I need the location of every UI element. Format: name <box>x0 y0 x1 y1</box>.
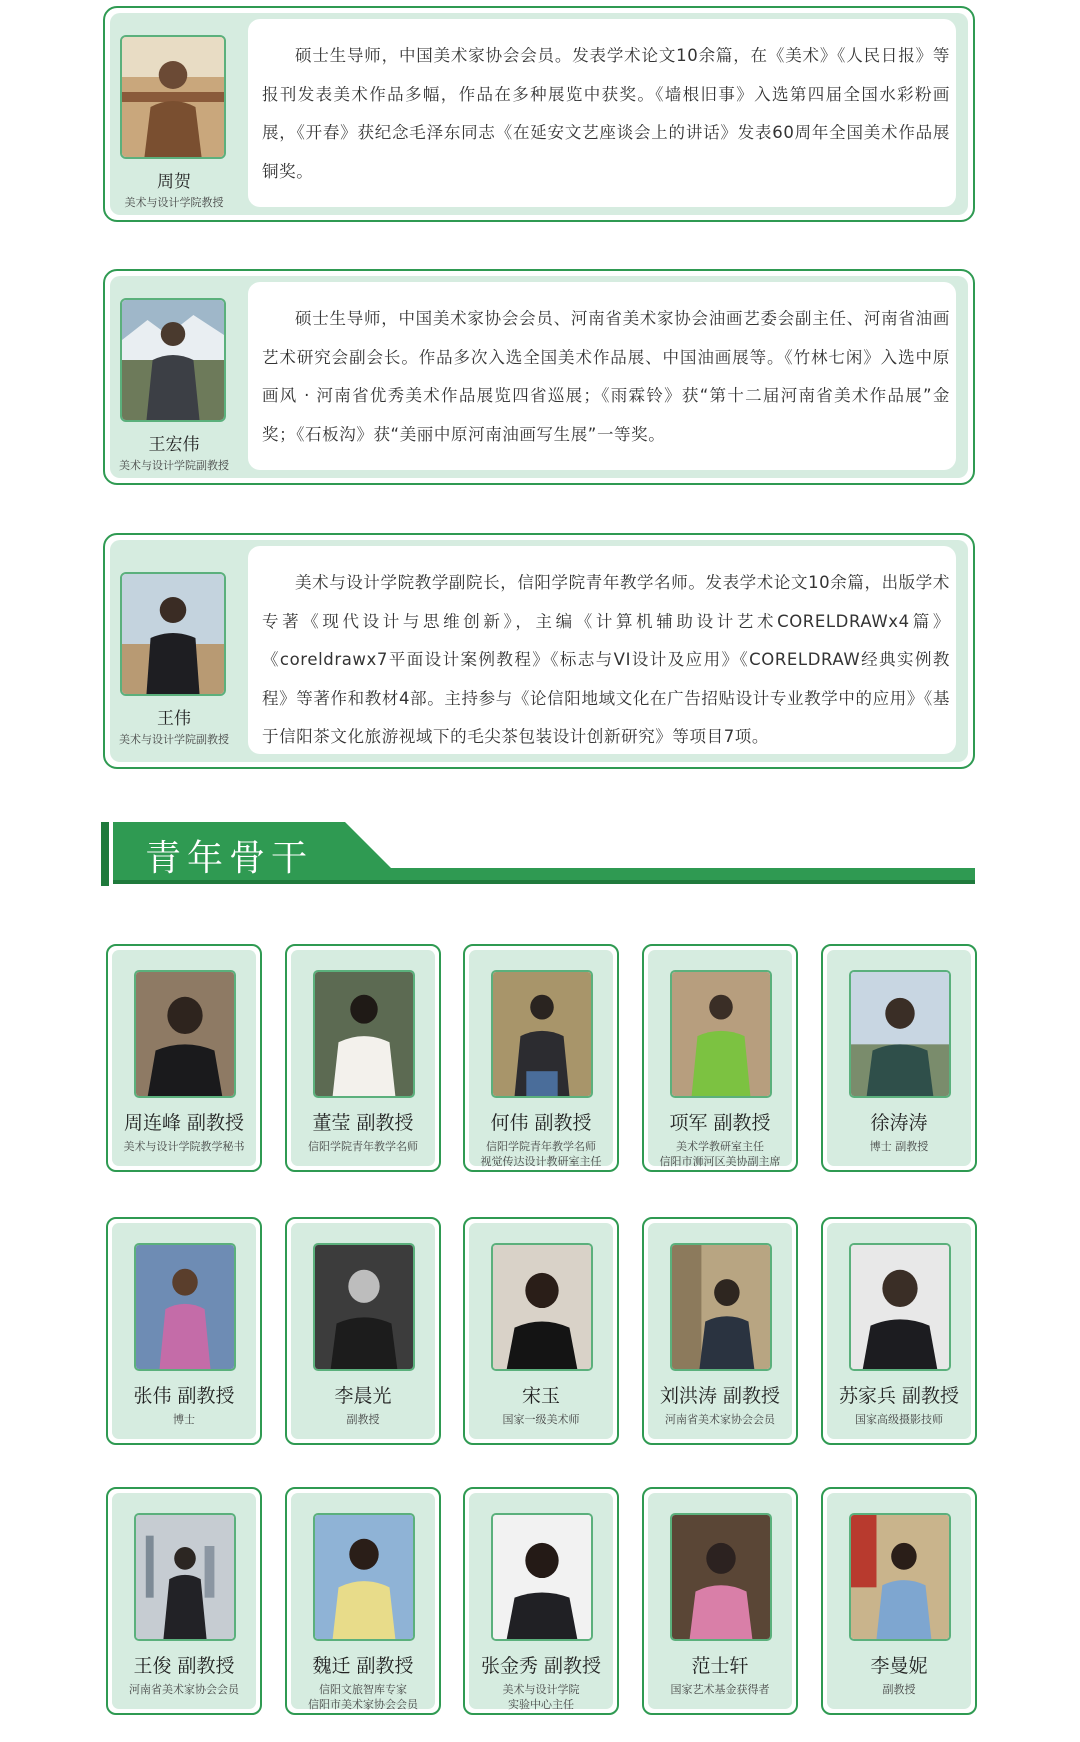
member-card-panel <box>827 1223 971 1439</box>
member-card <box>821 944 977 1172</box>
member-name: 张伟 副教授 <box>133 1385 235 1407</box>
person-photo-icon <box>849 1243 951 1371</box>
profile-bio-box <box>248 546 956 754</box>
member-card <box>106 1487 262 1715</box>
person-photo-icon <box>491 1513 593 1641</box>
member-card <box>285 1487 441 1715</box>
member-name: 刘洪涛 副教授 <box>659 1385 781 1407</box>
member-desc <box>469 1139 613 1169</box>
profile-title: 美术与设计学院教授 <box>124 196 224 209</box>
person-photo-icon <box>120 35 226 159</box>
member-desc-line: 信阳文旅智库专家 <box>319 1683 407 1696</box>
member-desc <box>469 1682 613 1712</box>
profile-title: 美术与设计学院副教授 <box>119 459 229 472</box>
member-card <box>642 944 798 1172</box>
member-card-panel <box>648 1223 792 1439</box>
person-photo-icon <box>670 1243 772 1371</box>
member-card <box>285 1217 441 1445</box>
member-card-panel <box>112 1223 256 1439</box>
member-card <box>106 944 262 1172</box>
member-desc-line: 博士 <box>173 1413 195 1426</box>
member-name: 李曼妮 <box>870 1655 928 1677</box>
member-name: 张金秀 副教授 <box>480 1655 602 1677</box>
member-desc <box>291 1412 435 1427</box>
member-desc <box>648 1412 792 1427</box>
person-photo-icon <box>313 1243 415 1371</box>
member-card <box>463 1217 619 1445</box>
member-desc <box>291 1682 435 1712</box>
member-card-panel <box>827 950 971 1166</box>
profile-bio-box <box>248 282 956 470</box>
member-name: 周连峰 副教授 <box>123 1112 245 1134</box>
member-desc <box>112 1682 256 1697</box>
member-desc <box>827 1139 971 1154</box>
member-name: 项军 副教授 <box>669 1112 771 1134</box>
member-desc <box>469 1412 613 1427</box>
member-desc-line: 国家一级美术师 <box>502 1413 580 1426</box>
member-desc-line: 美术与设计学院 <box>502 1683 580 1696</box>
member-card-panel <box>827 1493 971 1709</box>
member-desc <box>291 1139 435 1154</box>
person-photo-icon <box>120 572 226 696</box>
member-desc-line: 信阳市美术家协会会员 <box>308 1698 418 1711</box>
member-card <box>106 1217 262 1445</box>
person-photo-icon <box>313 1513 415 1641</box>
person-photo-icon <box>134 970 236 1098</box>
member-desc-line: 国家高级摄影技师 <box>855 1413 943 1426</box>
member-desc <box>648 1139 792 1169</box>
profile-name: 王伟 <box>157 709 191 729</box>
member-desc-line: 博士 副教授 <box>869 1140 929 1153</box>
member-desc <box>648 1682 792 1697</box>
member-desc <box>827 1682 971 1697</box>
member-desc-line: 国家艺术基金获得者 <box>670 1683 770 1696</box>
person-photo-icon <box>313 970 415 1098</box>
member-desc-line: 信阳学院青年教学名师 <box>486 1140 596 1153</box>
member-card <box>642 1217 798 1445</box>
member-name: 魏迁 副教授 <box>312 1655 414 1677</box>
profile-card-panel <box>110 276 968 478</box>
member-card-panel <box>291 1493 435 1709</box>
member-desc-line: 信阳市浉河区美协副主席 <box>659 1155 781 1168</box>
person-photo-icon <box>849 1513 951 1641</box>
member-desc-line: 实验中心主任 <box>508 1698 574 1711</box>
profile-portrait-column <box>110 276 238 478</box>
person-photo-icon <box>670 970 772 1098</box>
person-photo-icon <box>849 970 951 1098</box>
profile-bio: 硕士生导师，中国美术家协会会员、河南省美术家协会油画艺委会副主任、河南省油画艺术研究会副会长。作品多次入选全国美术作品展、中国油画展等。《竹林七闲》入选中原画风 · 河南省优秀美术作品展览四省巡展；《雨霖铃》获“第十二届河南省美术作品展”金奖；《石板沟》获“美丽中原河南油画写生展”一等奖。 <box>262 309 950 444</box>
person-photo-icon <box>491 1243 593 1371</box>
member-card <box>463 1487 619 1715</box>
person-photo-icon <box>134 1243 236 1371</box>
profile-card-panel <box>110 13 968 215</box>
member-desc-line: 视觉传达设计教研室主任 <box>480 1155 602 1168</box>
member-desc-line: 信阳学院青年教学名师 <box>308 1140 418 1153</box>
profile-bio: 硕士生导师，中国美术家协会会员。发表学术论文10余篇，在《美术》《人民日报》等报刊发表美术作品多幅，作品在多种展览中获奖。《墙根旧事》入选第四届全国水彩粉画展，《开春》获纪念毛泽东同志《在延安文艺座谈会上的讲话》发表60周年全国美术作品展铜奖。 <box>262 46 950 181</box>
member-name: 范士轩 <box>691 1655 749 1677</box>
member-card <box>821 1217 977 1445</box>
member-name: 宋玉 <box>521 1385 560 1407</box>
member-desc <box>827 1412 971 1427</box>
member-card <box>821 1487 977 1715</box>
person-photo-icon <box>491 970 593 1098</box>
member-desc <box>112 1412 256 1427</box>
member-card <box>285 944 441 1172</box>
member-desc-line: 美术与设计学院教学秘书 <box>123 1140 245 1153</box>
profile-bio: 美术与设计学院教学副院长，信阳学院青年教学名师。发表学术论文10余篇，出版学术专著《现代设计与思维创新》，主编《计算机辅助设计艺术CORELDRAWx4篇》《coreldrawx7平面设计案例教程》《标志与VI设计及应用》《CORELDRAW经典实例教程》等著作和教材4部。主持参与《论信阳地域文化在广告招贴设计专业教学中的应用》《基于信阳茶文化旅游视域下的毛尖茶包装设计创新研究》等项目7项。 <box>262 573 950 746</box>
member-name: 苏家兵 副教授 <box>838 1385 960 1407</box>
member-card-panel <box>112 950 256 1166</box>
member-name: 李晨光 <box>334 1385 392 1407</box>
member-card-panel <box>648 950 792 1166</box>
profile-name: 王宏伟 <box>148 435 200 455</box>
member-desc-line: 副教授 <box>346 1413 380 1426</box>
member-desc-line: 河南省美术家协会会员 <box>665 1413 775 1426</box>
member-card-panel <box>469 1223 613 1439</box>
profile-card-panel <box>110 540 968 762</box>
member-desc <box>112 1139 256 1154</box>
member-card-panel <box>469 950 613 1166</box>
member-name: 王俊 副教授 <box>133 1655 235 1677</box>
profile-portrait-column <box>110 540 238 762</box>
member-name: 何伟 副教授 <box>490 1112 592 1134</box>
profile-card <box>103 269 975 485</box>
member-card <box>463 944 619 1172</box>
member-card-panel <box>469 1493 613 1709</box>
person-photo-icon <box>120 298 226 422</box>
profile-portrait-column <box>110 13 238 215</box>
profile-name: 周贺 <box>157 172 191 192</box>
profile-card <box>103 6 975 222</box>
member-name: 徐涛涛 <box>870 1112 928 1134</box>
profile-title: 美术与设计学院副教授 <box>119 733 229 746</box>
member-desc-line: 副教授 <box>882 1683 916 1696</box>
profile-bio-box <box>248 19 956 207</box>
person-photo-icon <box>670 1513 772 1641</box>
member-card-panel <box>291 950 435 1166</box>
section-header <box>101 822 975 886</box>
member-card-panel <box>648 1493 792 1709</box>
person-photo-icon <box>134 1513 236 1641</box>
member-card-panel <box>112 1493 256 1709</box>
member-card <box>642 1487 798 1715</box>
section-title: 青年骨干 <box>145 838 314 879</box>
member-desc-line: 河南省美术家协会会员 <box>129 1683 239 1696</box>
member-card-panel <box>291 1223 435 1439</box>
member-desc-line: 美术学教研室主任 <box>676 1140 764 1153</box>
profile-card <box>103 533 975 769</box>
member-name: 董莹 副教授 <box>312 1112 414 1134</box>
